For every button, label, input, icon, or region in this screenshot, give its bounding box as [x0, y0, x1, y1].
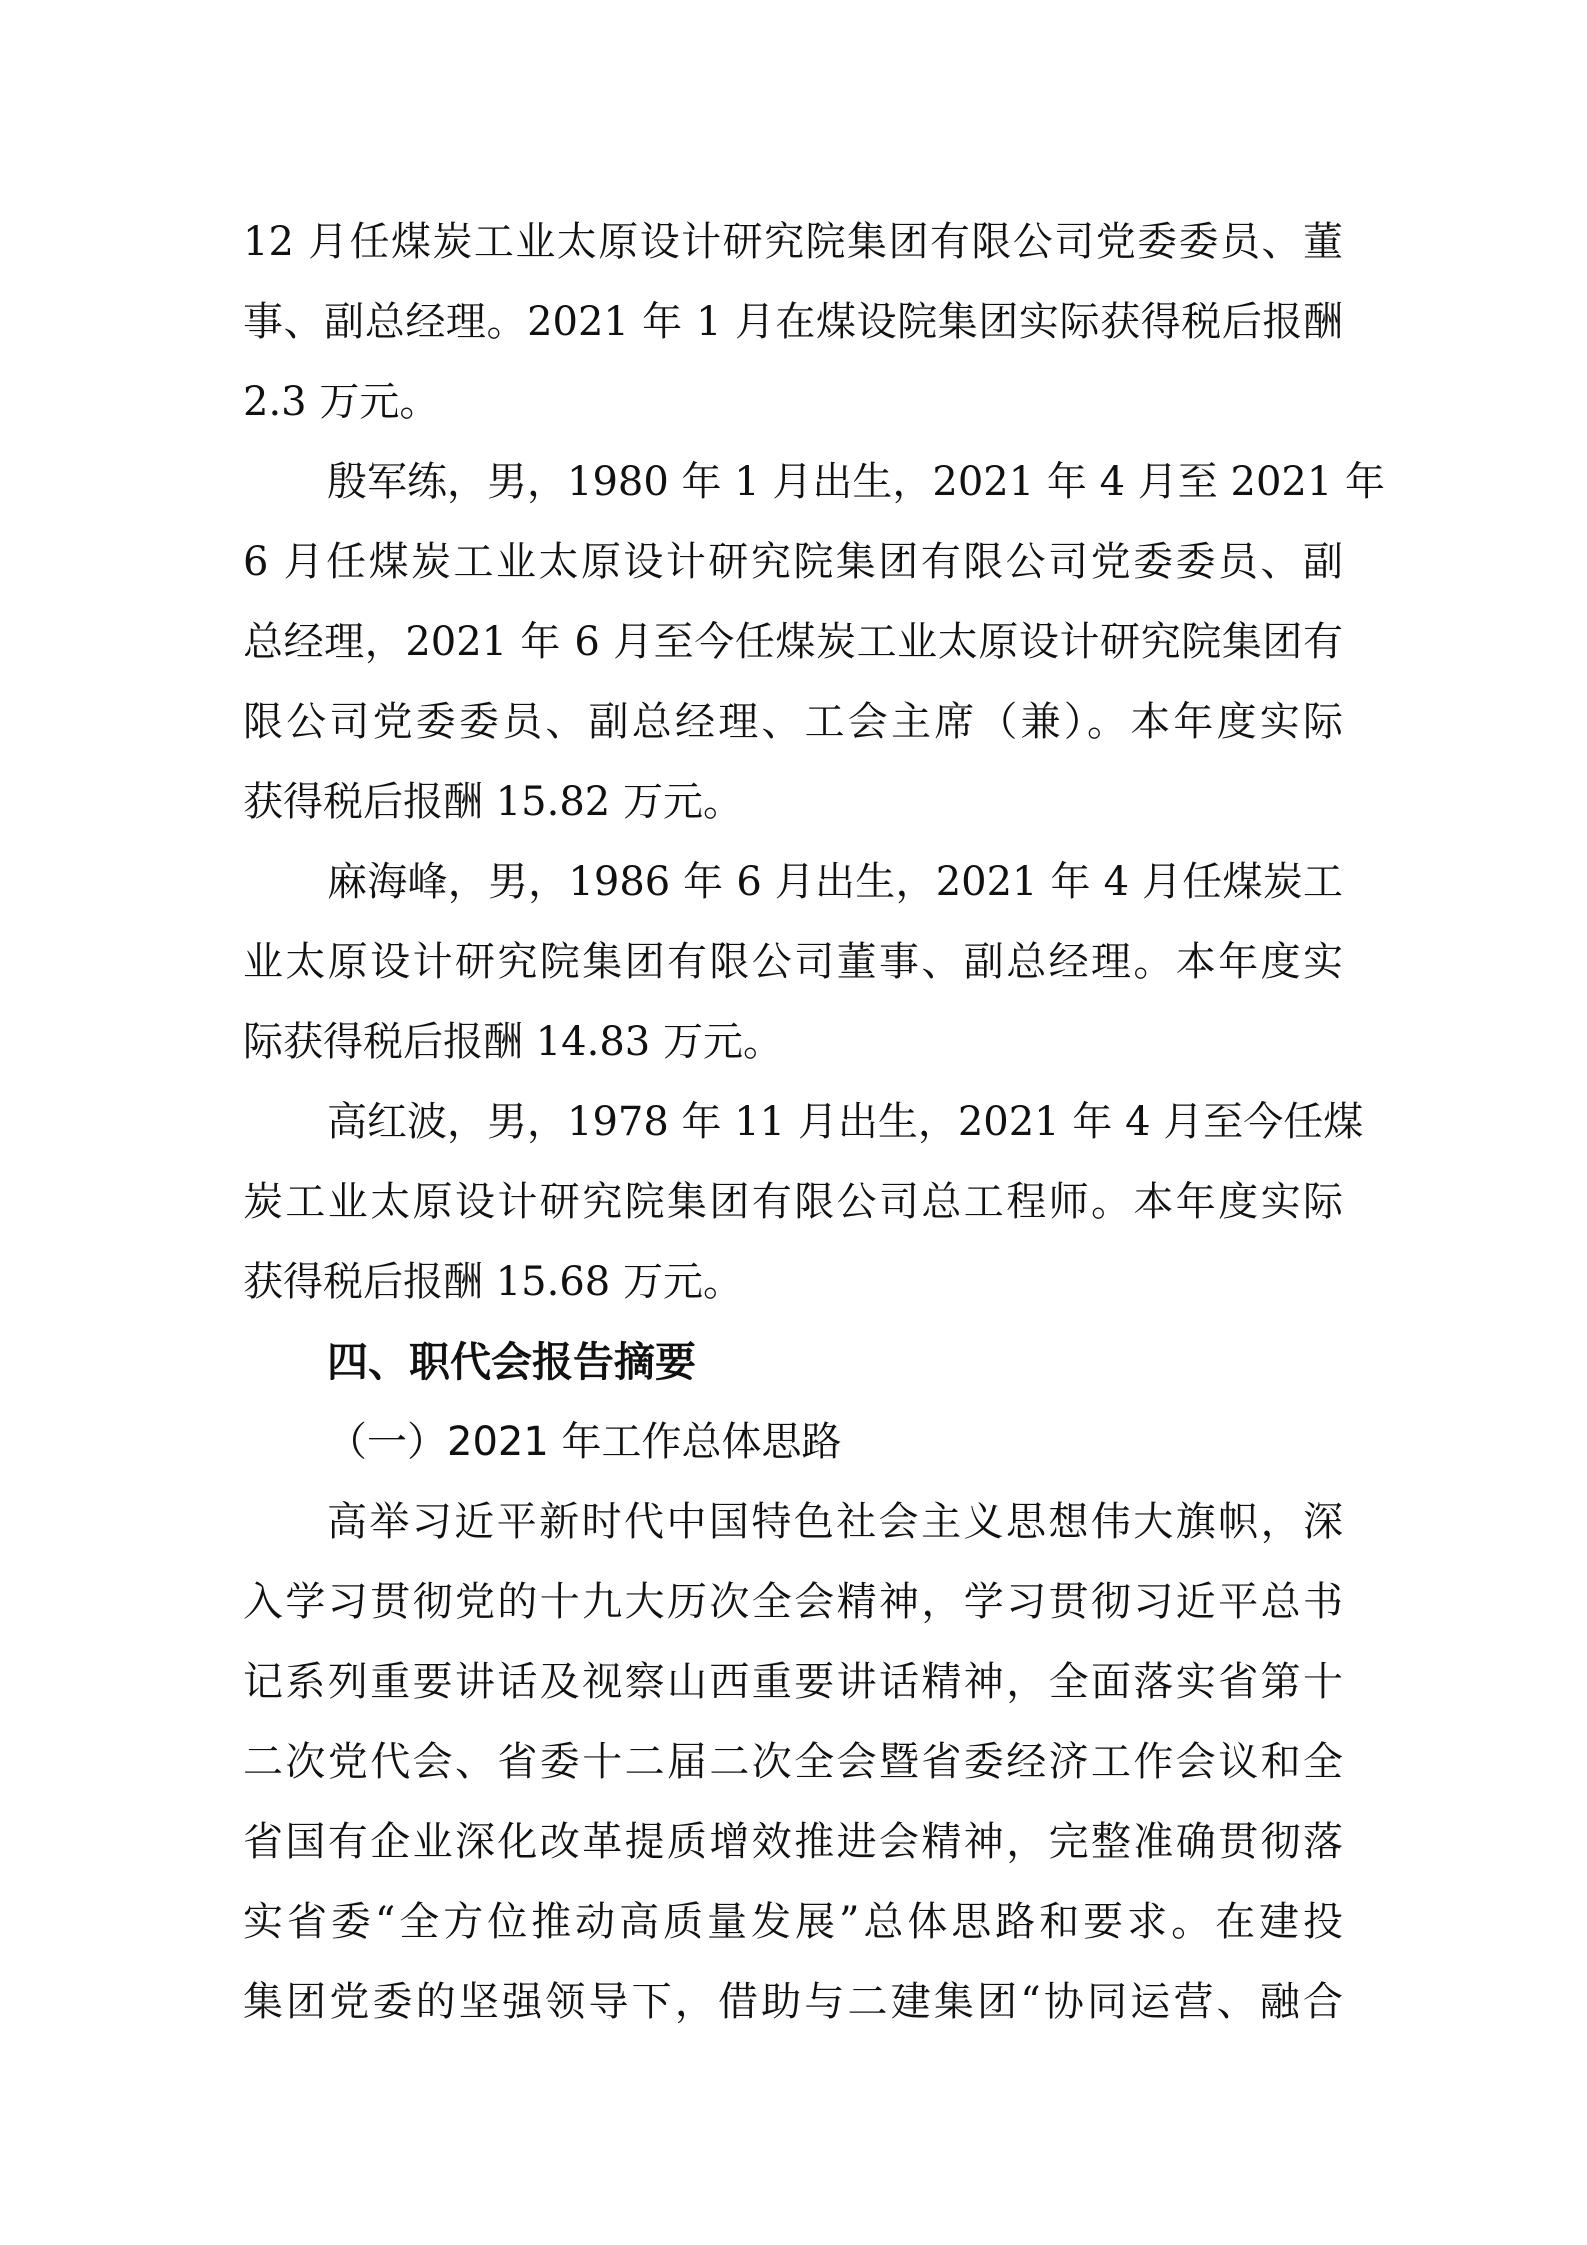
paragraph-line: 省国有企业深化改革提质增效推进会精神，完整准确贯彻落 — [243, 1819, 1343, 1865]
paragraph-line: 12 月任煤炭工业太原设计研究院集团有限公司党委委员、董 — [243, 219, 1343, 265]
paragraph-line: 业太原设计研究院集团有限公司董事、副总经理。本年度实 — [243, 939, 1343, 985]
paragraph-line: 入学习贯彻党的十九大历次全会精神，学习贯彻习近平总书 — [243, 1579, 1343, 1625]
paragraph-line: 限公司党委委员、副总经理、工会主席（兼）。本年度实际 — [243, 699, 1343, 745]
paragraph-line: 炭工业太原设计研究院集团有限公司总工程师。本年度实际 — [243, 1179, 1343, 1225]
paragraph-line: 殷军练，男，1980 年 1 月出生，2021 年 4 月至 2021 年 — [327, 459, 1386, 505]
paragraph-line: 获得税后报酬 15.68 万元。 — [243, 1259, 743, 1305]
section-heading: 四、职代会报告摘要 — [327, 1338, 696, 1386]
paragraph-line: 获得税后报酬 15.82 万元。 — [243, 779, 743, 825]
paragraph-line: 集团党委的坚强领导下，借助与二建集团“协同运营、融合 — [243, 1979, 1343, 2025]
paragraph-line: 际获得税后报酬 14.83 万元。 — [243, 1019, 783, 1065]
paragraph-line: 事、副总经理。2021 年 1 月在煤设院集团实际获得税后报酬 — [243, 299, 1343, 345]
subsection-heading: （一）2021 年工作总体思路 — [327, 1419, 842, 1465]
paragraph-line: 6 月任煤炭工业太原设计研究院集团有限公司党委委员、副 — [243, 539, 1343, 585]
paragraph-line: 高红波，男，1978 年 11 月出生，2021 年 4 月至今任煤 — [327, 1099, 1364, 1145]
paragraph-line: 二次党代会、省委十二届二次全会暨省委经济工作会议和全 — [243, 1739, 1343, 1785]
paragraph-line: 实省委“全方位推动高质量发展”总体思路和要求。在建投 — [243, 1899, 1343, 1945]
paragraph-line: 记系列重要讲话及视察山西重要讲话精神，全面落实省第十 — [243, 1659, 1343, 1705]
paragraph-line: 麻海峰，男，1986 年 6 月出生，2021 年 4 月任煤炭工 — [327, 859, 1343, 905]
paragraph-line: 高举习近平新时代中国特色社会主义思想伟大旗帜，深 — [327, 1499, 1343, 1545]
paragraph-line: 总经理，2021 年 6 月至今任煤炭工业太原设计研究院集团有 — [243, 619, 1343, 665]
paragraph-line: 2.3 万元。 — [243, 379, 440, 425]
